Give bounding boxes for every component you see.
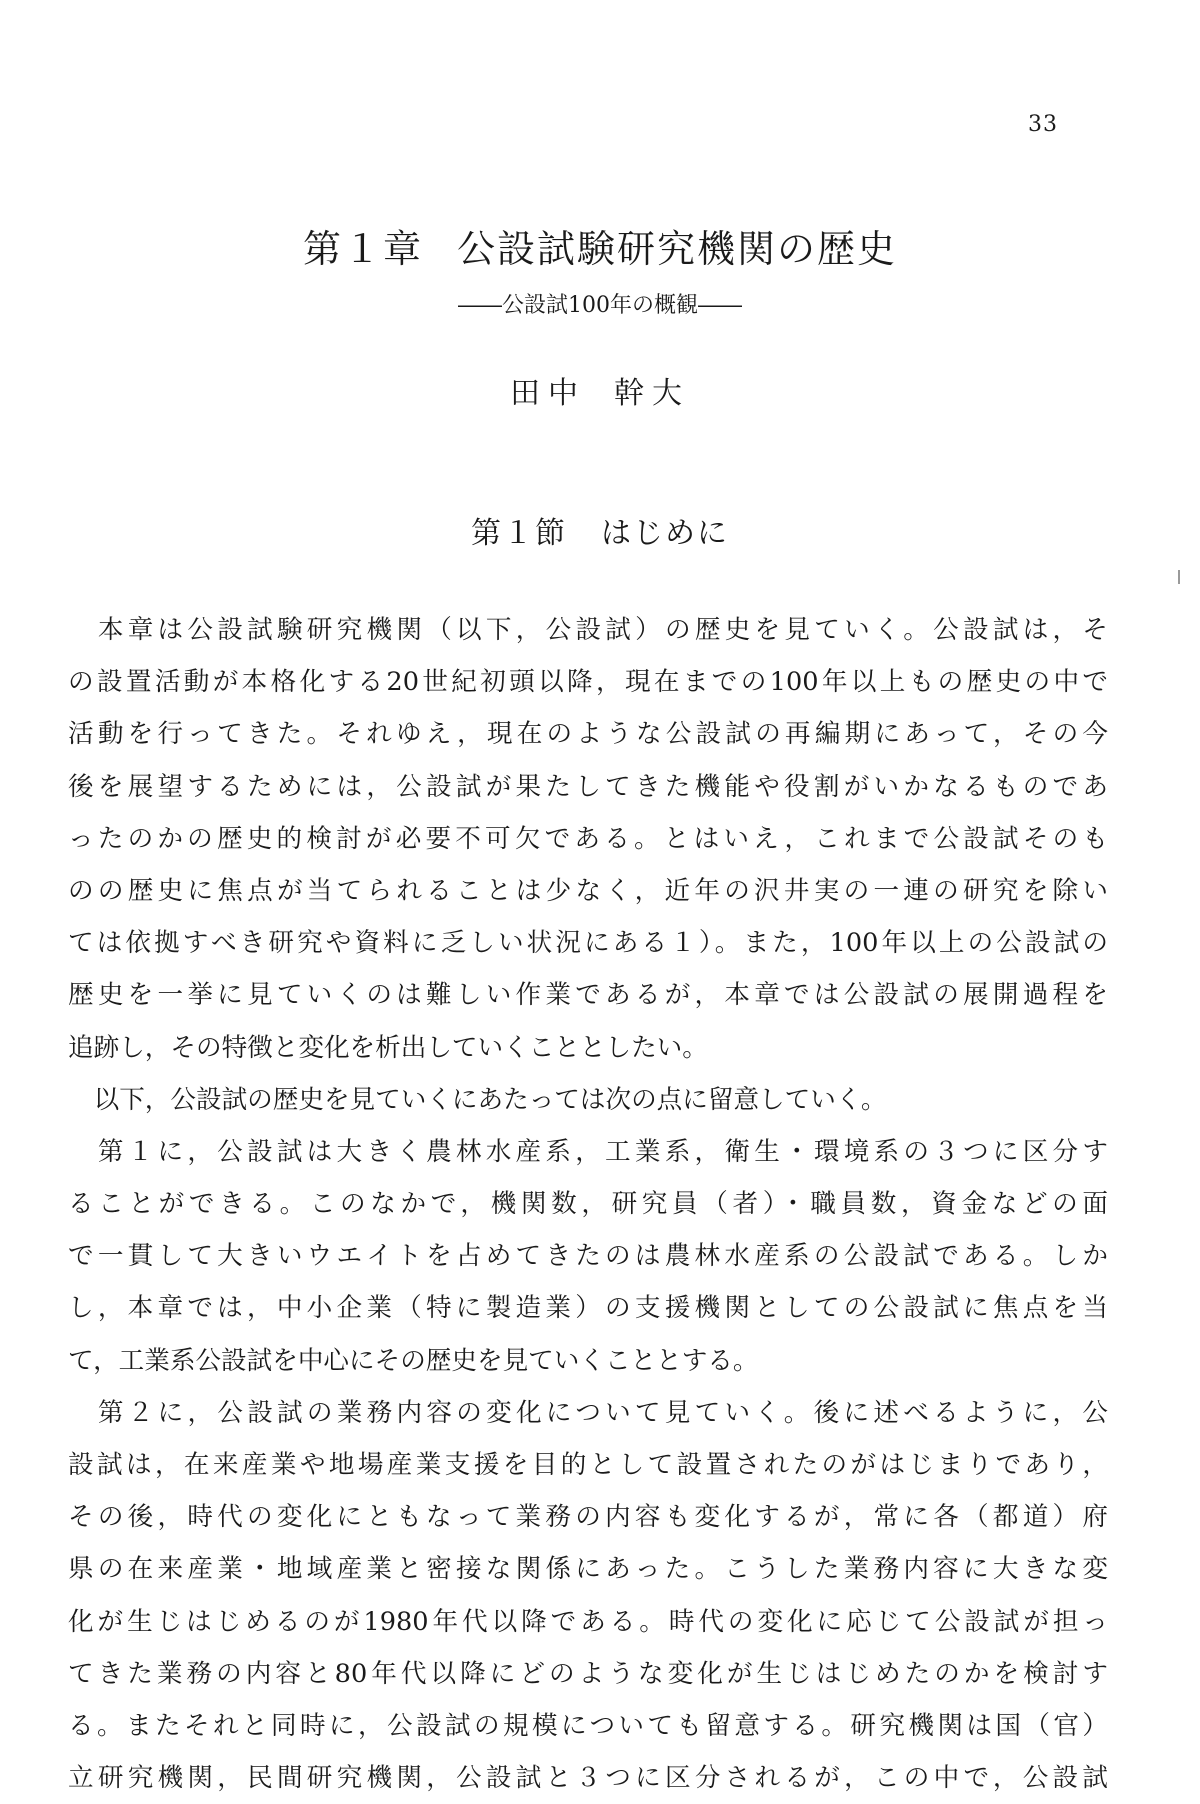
text-line: ては依拠すべき研究や資料に乏しい状況にある１）。また，100年以上の公設試の	[68, 928, 1108, 959]
text-line: 第１に，公設試は大きく農林水産系，工業系，衛生・環境系の３つに区分す	[68, 1136, 1108, 1167]
text-line: てきた業務の内容と80年代以降にどのような変化が生じはじめたのかを検討す	[68, 1658, 1108, 1689]
text-line: で一貫して大きいウエイトを占めてきたのは農林水産系の公設試である。しか	[68, 1241, 1108, 1272]
text-line: その後，時代の変化にともなって業務の内容も変化するが，常に各（都道）府	[68, 1502, 1108, 1533]
text-line: る。またそれと同時に，公設試の規模についても留意する。研究機関は国（官）	[68, 1710, 1108, 1741]
text-line: 化が生じはじめるのが1980年代以降である。時代の変化に応じて公設試が担っ	[68, 1606, 1108, 1637]
chapter-subtitle: ――公設試100年の概観――	[458, 293, 742, 318]
chapter-title-text: 公設試験研究機関の歴史	[457, 227, 898, 271]
text-line: し，本章では，中小企業（特に製造業）の支援機関としての公設試に焦点を当	[68, 1293, 1108, 1324]
author-given-name: 幹大	[614, 376, 690, 411]
chapter-label: 第１章	[302, 227, 423, 271]
text-line: 追跡し，その特徴と変化を析出していくこととしたい。	[68, 1032, 708, 1063]
text-line: 本章は公設試験研究機関（以下，公設試）の歴史を見ていく。公設試は，そ	[68, 615, 1108, 645]
scan-speck	[1178, 570, 1180, 584]
text-line: 後を展望するためには，公設試が果たしてきた機能や役割がいかなるものであ	[68, 771, 1108, 802]
author-name	[0, 368, 1200, 412]
section-heading	[0, 508, 1200, 552]
text-line: ることができる。このなかで，機関数，研究員（者）・職員数，資金などの面	[68, 1189, 1108, 1220]
text-line: て，工業系公設試を中心にその歴史を見ていくこととする。	[68, 1345, 759, 1376]
section-title-text: はじめに	[601, 516, 729, 551]
text-line: のの歴史に焦点が当てられることは少なく，近年の沢井実の一連の研究を除い	[68, 875, 1108, 906]
text-line: の設置活動が本格化する20世紀初頭以降，現在までの100年以上もの歴史の中で	[68, 667, 1108, 698]
text-line: 歴史を一挙に見ていくのは難しい作業であるが，本章では公設試の展開過程を	[68, 980, 1108, 1011]
author-family-name: 田中	[510, 376, 586, 411]
text-line: 第２に，公設試の業務内容の変化について見ていく。後に述べるように，公	[68, 1397, 1108, 1428]
section-label: 第１節	[471, 516, 567, 551]
text-line: 設試は，在来産業や地場産業支援を目的として設置されたのがはじまりであり，	[68, 1450, 1108, 1480]
text-line: 活動を行ってきた。それゆえ，現在のような公設試の再編期にあって，その今	[68, 719, 1108, 750]
text-line: 立研究機関，民間研究機関，公設試と３つに区分されるが，この中で，公設試	[68, 1763, 1108, 1794]
text-line: 県の在来産業・地域産業と密接な関係にあった。こうした業務内容に大きな変	[68, 1554, 1108, 1585]
page-number: 33	[1028, 112, 1058, 137]
text-line: ったのかの歴史的検討が必要不可欠である。とはいえ，これまで公設試そのも	[68, 823, 1108, 854]
chapter-title	[0, 218, 1200, 273]
text-line: 以下，公設試の歴史を見ていくにあたっては次の点に留意していく。	[68, 1084, 887, 1115]
body-text	[68, 604, 1108, 1804]
